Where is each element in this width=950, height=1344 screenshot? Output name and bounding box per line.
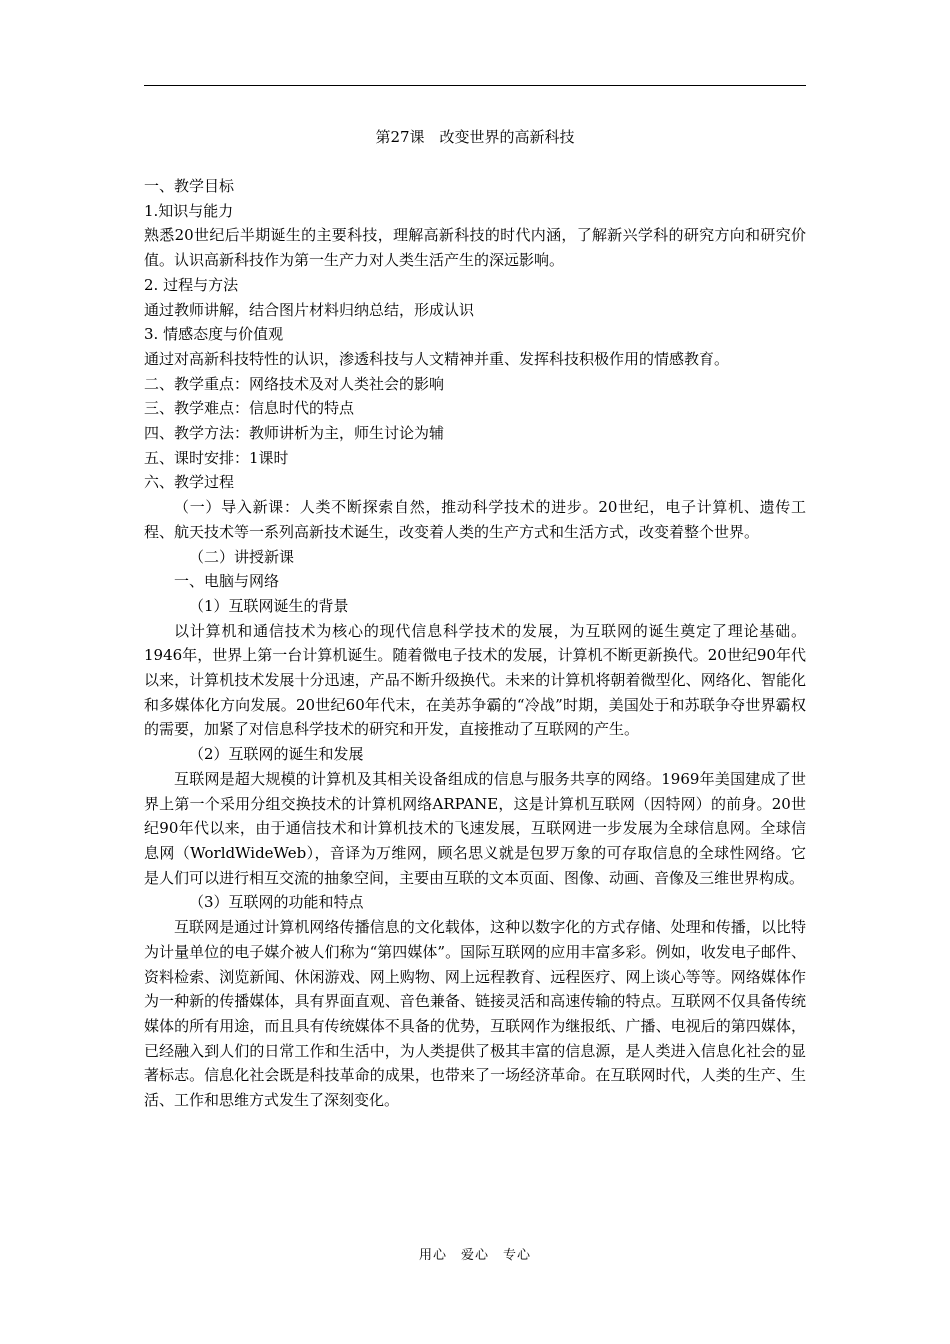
process-text: 通过教师讲解，结合图片材料归纳总结，形成认识 [144,300,475,319]
sub2-heading: （2）互联网的诞生和发展 [189,745,364,764]
sub3-heading: （3）互联网的功能和特点 [189,893,364,912]
sub2-paragraph: 互联网是超大规模的计算机及其相关设备组成的信息与服务共享的网络。1969年美国建成了世界上第一个采用分组交换技术的计算机网络ARPANE，这是计算机互联网（因特网）的前身。20世纪90年代以来，由于通信技术和计算机技术的飞速发展，互联网进一步发展为全球信息网。全球信息网（WorldWideWeb），音译为万维网，顾名思义就是包罗万象的可存取信息的全球性网络。它是人们可以进行相互交流的抽象空间，主要由互联的文本页面、图像、动画、音像及三维世界构成。 [144,769,806,887]
sub1-heading: （1）互联网诞生的背景 [189,596,349,615]
knowledge-heading: 1.知识与能力 [144,201,234,220]
emotion-text: 通过对高新科技特性的认识，渗透科技与人文精神并重、发挥科技积极作用的情感教育。 [144,349,730,368]
key-point: 二、教学重点：网络技术及对人类社会的影响 [144,374,445,393]
part1-heading: 一、电脑与网络 [174,572,280,591]
process-heading: 2. 过程与方法 [144,275,239,294]
teaching-method: 四、教学方法：教师讲析为主，师生讨论为辅 [144,424,445,443]
difficulty: 三、教学难点：信息时代的特点 [144,399,355,418]
schedule: 五、课时安排：1课时 [144,448,289,467]
new-lesson-heading: （二）讲授新课 [189,547,295,566]
page-title: 第27课 改变世界的高新科技 [375,128,575,146]
knowledge-text: 熟悉20世纪后半期诞生的主要科技，理解高新科技的时代内涵，了解新兴学科的研究方向和研究价值。认识高新科技作为第一生产力对人类生活产生的深远影响。 [144,226,806,270]
objectives-heading: 一、教学目标 [144,177,235,195]
header-rule [144,85,806,86]
emotion-heading: 3. 情感态度与价值观 [144,325,284,344]
document-body [144,174,806,1113]
sub3-paragraph: 互联网是通过计算机网络传播信息的文化载体，这种以数字化的方式存储、处理和传播，以比特为计量单位的电子媒介被人们称为“第四媒体”。国际互联网的应用丰富多彩。例如，收发电子邮件、资料检索、浏览新闻、休闲游戏、网上购物、网上远程教育、远程医疗、网上谈心等等。网络媒体作为一种新的传播媒体，具有界面直观、音色兼备、链接灵活和高速传输的特点。互联网不仅具备传统媒体的所有用途，而且具有传统媒体不具备的优势，互联网作为继报纸、广播、电视后的第四媒体，已经融入到人们的日常工作和生活中，为人类提供了极其丰富的信息源，是人类进入信息化社会的显著标志。信息化社会既是科技革命的成果，也带来了一场经济革命。在互联网时代，人类的生产、生活、工作和思维方式发生了深刻变化。 [144,918,806,1110]
process-main-heading: 六、教学过程 [144,473,235,492]
intro-paragraph: （一）导入新课：人类不断探索自然，推动科学技术的进步。20世纪，电子计算机、遗传工程、航天技术等一系列高新技术诞生，改变着人类的生产方式和生活方式，改变着整个世界。 [144,498,806,541]
sub1-paragraph: 以计算机和通信技术为核心的现代信息科学技术的发展，为互联网的诞生奠定了理论基础。1946年，世界上第一台计算机诞生。随着微电子技术的发展，计算机不断更新换代。20世纪90年代以来，计算机技术发展十分迅速，产品不断升级换代。未来的计算机将朝着微型化、网络化、智能化和多媒体化方向发展。20世纪60年代末，在美苏争霸的“冷战”时期，美国处于和苏联争夺世界霸权的需要，加紧了对信息科学技术的研究和开发，直接推动了互联网的产生。 [144,621,806,739]
page-footer: 用心 爱心 专心 [418,1248,531,1263]
